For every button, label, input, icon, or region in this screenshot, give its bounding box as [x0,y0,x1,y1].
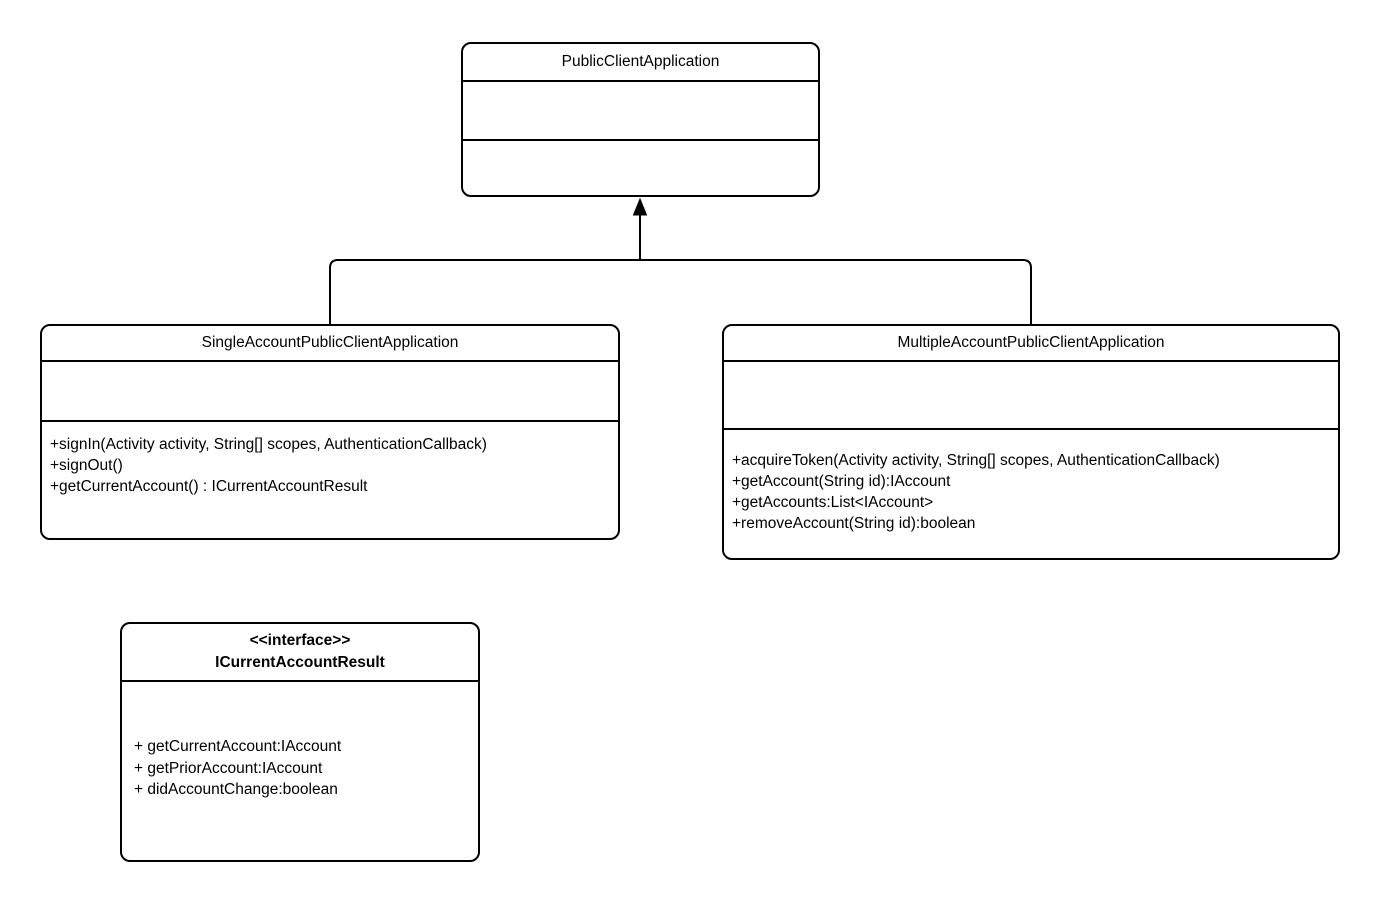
inheritance-arrowhead-icon [634,199,647,215]
fields-compartment [463,80,818,139]
fields-compartment [724,360,1338,428]
methods-compartment [122,680,478,860]
stereotype-label: <<interface>> [249,632,351,649]
class-box-multipleaccountpublicclientapplication [722,324,1340,560]
method-getaccounts: +getAccounts:List<IAccount> [732,494,934,511]
methods-compartment [463,139,818,195]
method-getaccount: +getAccount(String id):IAccount [732,473,951,490]
method-acquiretoken: +acquireToken(Activity activity, String[] scopes, AuthenticationCallback) [732,452,1220,469]
interface-title [122,624,478,680]
method-signin: +signIn(Activity activity, String[] scopes, AuthenticationCallback) [50,436,487,453]
methods-compartment [724,428,1338,558]
class-title: SingleAccountPublicClientApplication [201,334,459,351]
method-didaccountchange-prop: + didAccountChange:boolean [134,781,338,798]
method-getcurrentaccount-prop: + getCurrentAccount:IAccount [134,738,342,755]
class-title: MultipleAccountPublicClientApplication [897,334,1165,351]
method-signout: +signOut() [50,457,123,474]
method-removeaccount: +removeAccount(String id):boolean [732,515,976,532]
connector-branch-line [330,260,1031,324]
fields-compartment [42,360,618,420]
interface-name: ICurrentAccountResult [215,654,385,671]
interface-box-icurrentaccountresult [120,622,480,862]
methods-compartment [42,420,618,538]
class-box-publicclientapplication [461,42,820,197]
class-title: PublicClientApplication [561,53,720,70]
method-getprioraccount-prop: + getPriorAccount:IAccount [134,759,323,777]
class-box-singleaccountpublicclientapplication [40,324,620,540]
method-getcurrentaccount: +getCurrentAccount() : ICurrentAccountResult [50,478,368,495]
